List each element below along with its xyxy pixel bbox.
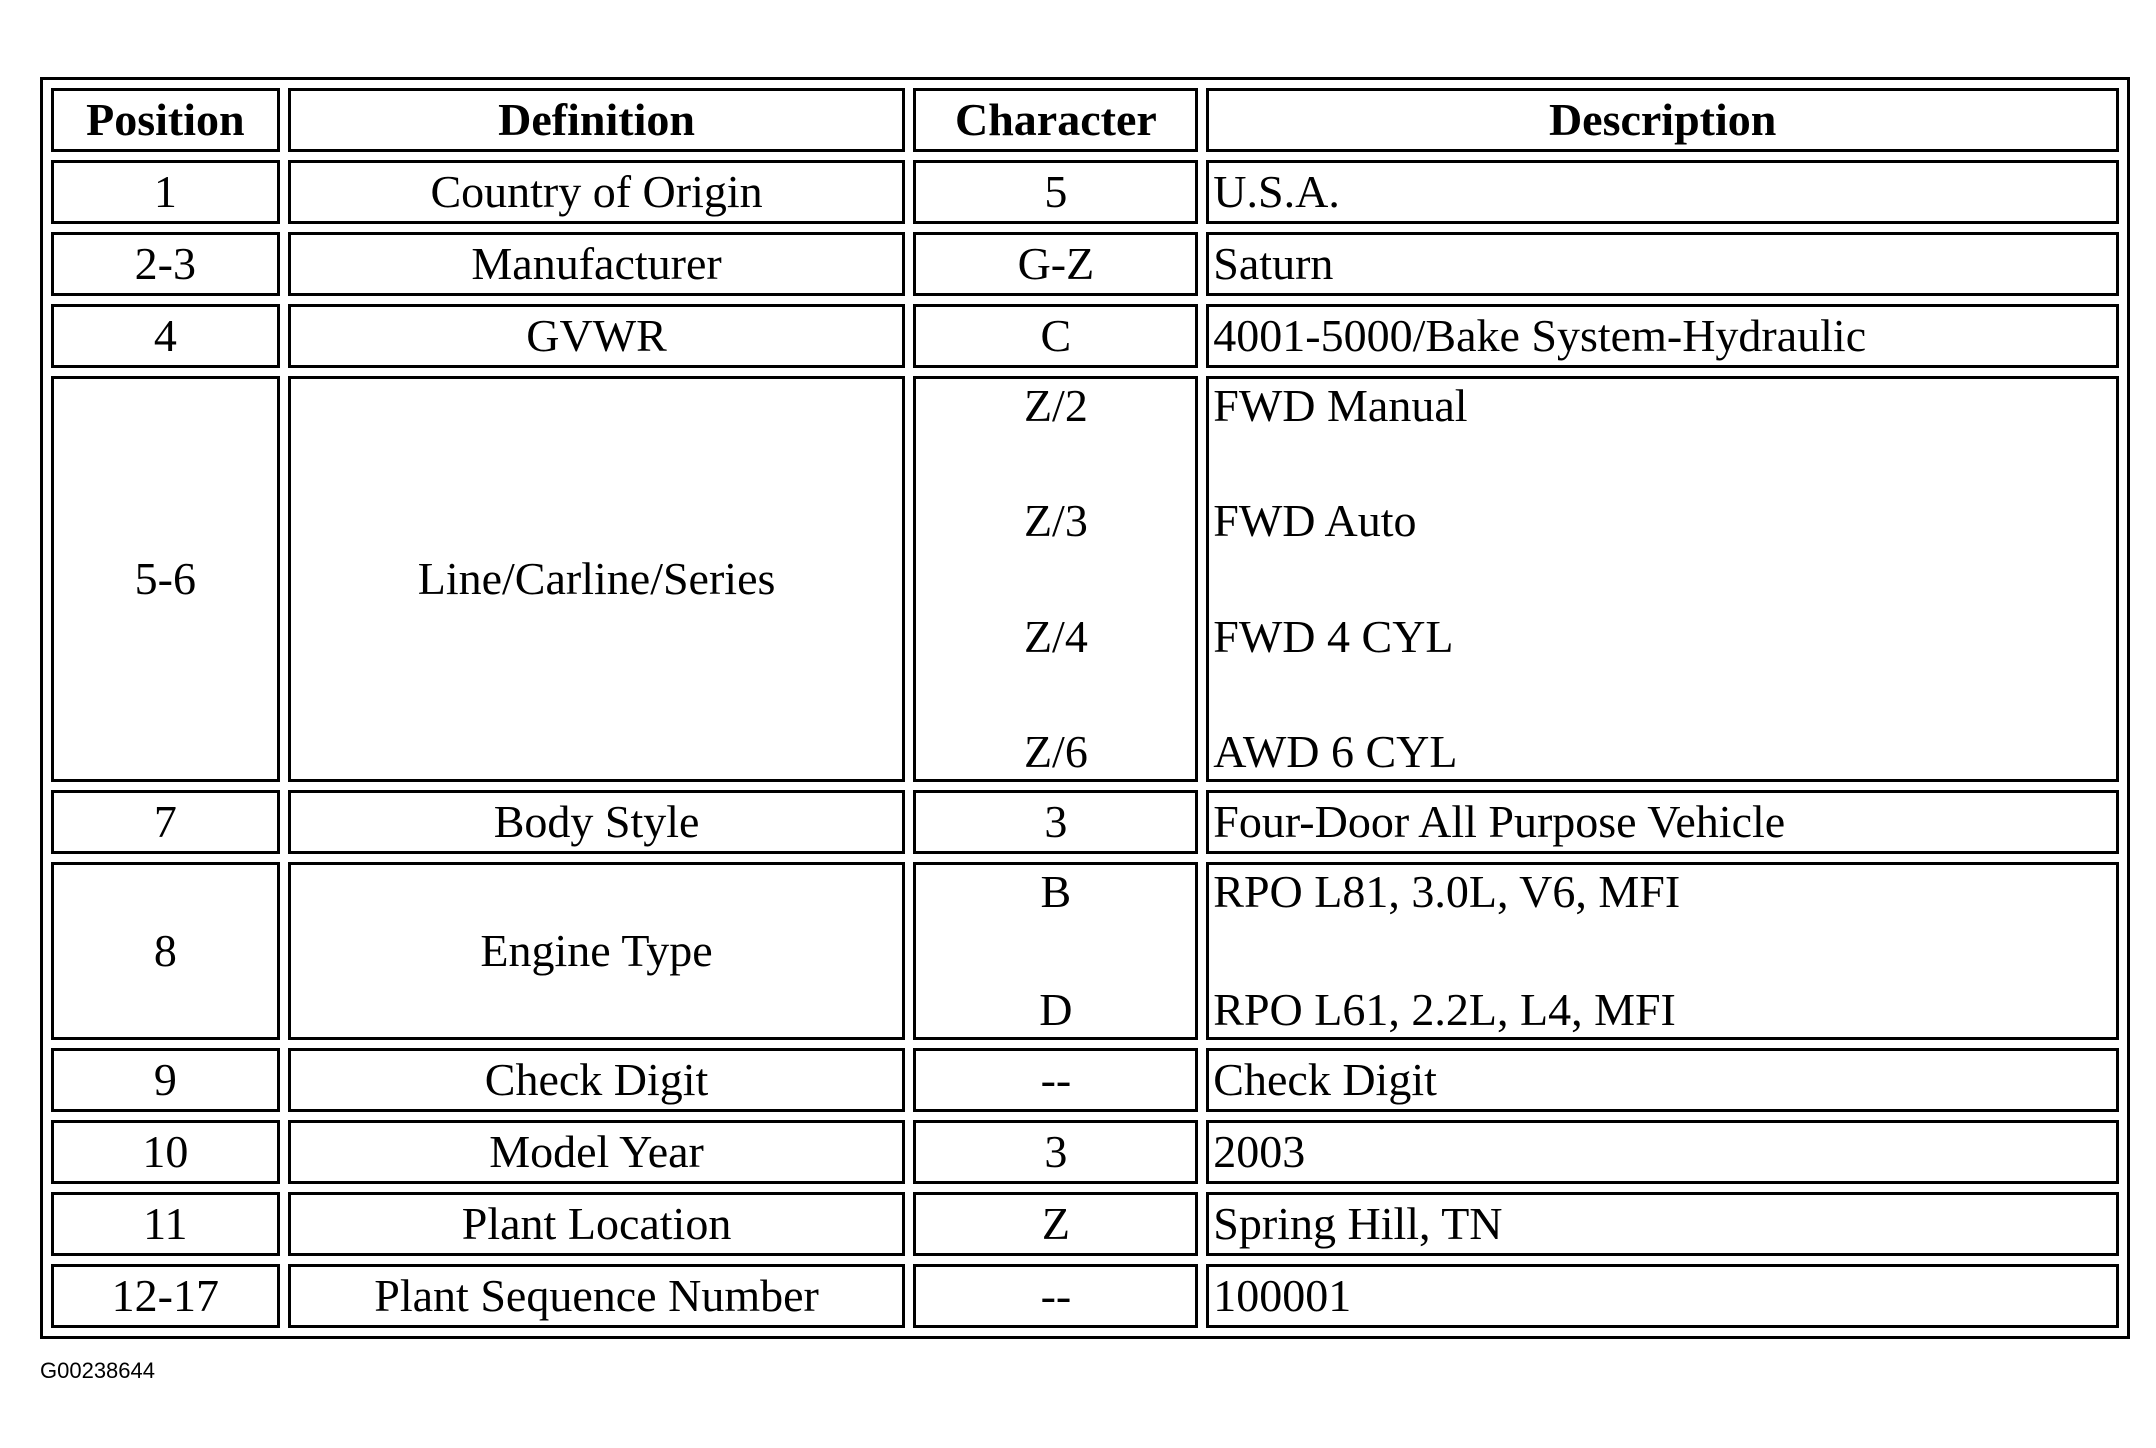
cell-character: C xyxy=(913,304,1198,368)
cell-definition: Check Digit xyxy=(288,1048,906,1112)
description-value: FWD 4 CYL xyxy=(1213,610,1454,662)
cell-character xyxy=(913,862,1198,1040)
character-value: Z/6 xyxy=(1023,725,1088,777)
cell-character: 3 xyxy=(913,790,1198,854)
description-value: RPO L61, 2.2L, L4, MFI xyxy=(1213,984,1676,1035)
header-definition: Definition xyxy=(288,88,906,152)
cell-position: 11 xyxy=(51,1192,280,1256)
description-value: AWD 6 CYL xyxy=(1213,725,1458,777)
cell-definition: Body Style xyxy=(288,790,906,854)
cell-definition: Line/Carline/Series xyxy=(288,376,906,782)
cell-definition: Plant Location xyxy=(288,1192,906,1256)
cell-position: 10 xyxy=(51,1120,280,1184)
cell-definition: Model Year xyxy=(288,1120,906,1184)
table-row xyxy=(51,232,2119,296)
cell-description: Four-Door All Purpose Vehicle xyxy=(1206,790,2119,854)
cell-definition: Manufacturer xyxy=(288,232,906,296)
cell-description: 100001 xyxy=(1206,1264,2119,1328)
cell-description: Check Digit xyxy=(1206,1048,2119,1112)
cell-character: G-Z xyxy=(913,232,1198,296)
cell-position: 12-17 xyxy=(51,1264,280,1328)
cell-position: 2-3 xyxy=(51,232,280,296)
table-row xyxy=(51,160,2119,224)
description-value: FWD Manual xyxy=(1213,380,1468,431)
table-row xyxy=(51,1120,2119,1184)
table-row xyxy=(51,862,2119,1040)
cell-character: 5 xyxy=(913,160,1198,224)
cell-description: U.S.A. xyxy=(1206,160,2119,224)
header-description: Description xyxy=(1206,88,2119,152)
table-row xyxy=(51,1048,2119,1112)
cell-description: 2003 xyxy=(1206,1120,2119,1184)
table-row xyxy=(51,790,2119,854)
cell-character xyxy=(913,376,1198,782)
cell-definition: GVWR xyxy=(288,304,906,368)
character-value: Z/2 xyxy=(1023,380,1088,431)
table-row xyxy=(51,376,2119,782)
cell-position: 5-6 xyxy=(51,376,280,782)
cell-position: 1 xyxy=(51,160,280,224)
character-value: D xyxy=(1039,984,1073,1035)
cell-definition: Engine Type xyxy=(288,862,906,1040)
character-value: Z/3 xyxy=(1023,495,1088,547)
vin-decoder-table xyxy=(40,77,2130,1339)
cell-character: 3 xyxy=(913,1120,1198,1184)
cell-character: Z xyxy=(913,1192,1198,1256)
cell-position: 7 xyxy=(51,790,280,854)
description-value: FWD Auto xyxy=(1213,495,1417,547)
cell-position: 8 xyxy=(51,862,280,1040)
cell-description xyxy=(1206,862,2119,1040)
table-row xyxy=(51,304,2119,368)
table-row xyxy=(51,1264,2119,1328)
cell-definition: Country of Origin xyxy=(288,160,906,224)
table-row xyxy=(51,1192,2119,1256)
header-row xyxy=(51,88,2119,152)
header-position: Position xyxy=(51,88,280,152)
cell-description: Spring Hill, TN xyxy=(1206,1192,2119,1256)
cell-description xyxy=(1206,376,2119,782)
cell-description: 4001-5000/Bake System-Hydraulic xyxy=(1206,304,2119,368)
character-value: Z/4 xyxy=(1023,610,1088,662)
description-value: RPO L81, 3.0L, V6, MFI xyxy=(1213,866,1681,917)
cell-position: 4 xyxy=(51,304,280,368)
cell-definition: Plant Sequence Number xyxy=(288,1264,906,1328)
cell-character: -- xyxy=(913,1048,1198,1112)
figure-id-label: G00238644 xyxy=(40,1358,155,1383)
cell-character: -- xyxy=(913,1264,1198,1328)
character-value: B xyxy=(1040,866,1072,917)
cell-description: Saturn xyxy=(1206,232,2119,296)
header-character: Character xyxy=(913,88,1198,152)
cell-position: 9 xyxy=(51,1048,280,1112)
